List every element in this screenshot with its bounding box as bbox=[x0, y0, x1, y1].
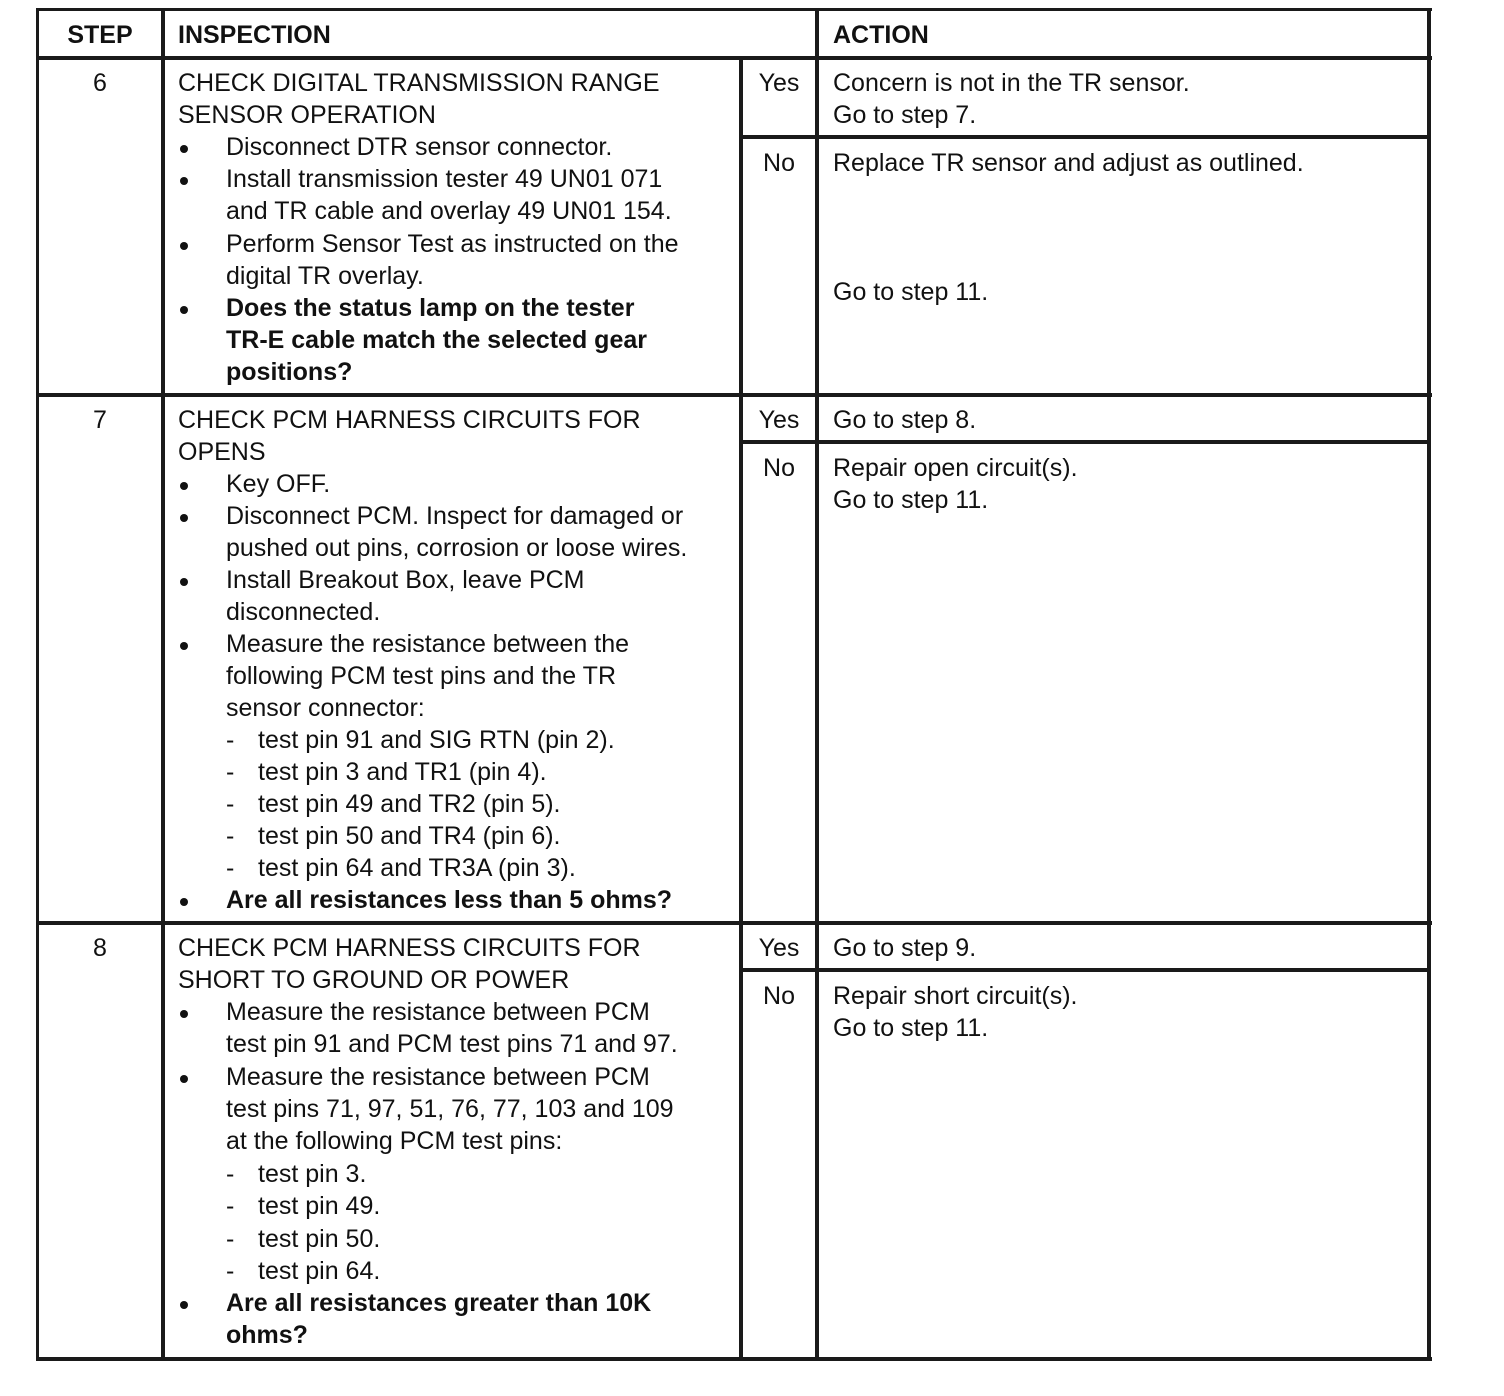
bullet-text: Measure the resistance between the bbox=[226, 630, 630, 658]
header-inspection: INSPECTION bbox=[178, 21, 331, 49]
yes-no-divider-8 bbox=[741, 968, 1431, 972]
no-action: Repair short circuit(s). bbox=[833, 982, 1078, 1010]
bullet-dot bbox=[180, 1010, 188, 1018]
yes-label: Yes bbox=[758, 406, 800, 434]
dash-item: test pin 64. bbox=[258, 1257, 381, 1285]
dash-item: test pin 3 and TR1 (pin 4). bbox=[258, 758, 547, 786]
inspection-title-line: OPENS bbox=[178, 438, 266, 466]
question-text: ohms? bbox=[226, 1321, 308, 1349]
yes-label: Yes bbox=[758, 69, 800, 97]
dash-marker: - bbox=[226, 758, 235, 786]
row-divider-7-8 bbox=[36, 921, 1432, 925]
no-label: No bbox=[763, 149, 795, 177]
dash-item: test pin 49 and TR2 (pin 5). bbox=[258, 790, 561, 818]
no-action: Repair open circuit(s). bbox=[833, 454, 1078, 482]
bullet-dot bbox=[180, 145, 188, 153]
yes-action: Go to step 7. bbox=[833, 101, 977, 129]
no-label: No bbox=[763, 982, 795, 1010]
action-column-divider bbox=[815, 8, 819, 1361]
inspection-title-line: CHECK DIGITAL TRANSMISSION RANGE bbox=[178, 69, 660, 97]
bullet-text: test pin 91 and PCM test pins 71 and 97. bbox=[226, 1030, 678, 1058]
bullet-text: Key OFF. bbox=[226, 470, 331, 498]
bullet-text: and TR cable and overlay 49 UN01 154. bbox=[226, 197, 672, 225]
bullet-dot bbox=[180, 177, 188, 185]
dash-marker: - bbox=[226, 1192, 235, 1220]
header-step: STEP bbox=[67, 21, 133, 49]
dash-item: test pin 91 and SIG RTN (pin 2). bbox=[258, 726, 615, 754]
bullet-dot bbox=[180, 578, 188, 586]
bullet-dot bbox=[180, 1075, 188, 1083]
dash-marker: - bbox=[226, 726, 235, 754]
yes-no-column-left bbox=[739, 58, 743, 1361]
no-action: Go to step 11. bbox=[833, 1014, 989, 1042]
bullet-text: Measure the resistance between PCM bbox=[226, 998, 650, 1026]
bullet-text: following PCM test pins and the TR bbox=[226, 662, 617, 690]
bullet-text: Disconnect PCM. Inspect for damaged or bbox=[226, 502, 684, 530]
no-label: No bbox=[763, 454, 795, 482]
table-border-top bbox=[36, 8, 1432, 11]
question-text: Are all resistances greater than 10K bbox=[226, 1289, 652, 1317]
inspection-title-line: SHORT TO GROUND OR POWER bbox=[178, 966, 570, 994]
table-border-left bbox=[36, 8, 39, 1361]
dash-item: test pin 3. bbox=[258, 1160, 367, 1188]
no-action: Go to step 11. bbox=[833, 486, 989, 514]
bullet-dot bbox=[180, 242, 188, 250]
yes-no-divider-7 bbox=[741, 440, 1431, 444]
yes-no-divider-6 bbox=[741, 135, 1431, 139]
no-action: Replace TR sensor and adjust as outlined. bbox=[833, 149, 1304, 177]
inspection-title-line: CHECK PCM HARNESS CIRCUITS FOR bbox=[178, 934, 641, 962]
question-text: Does the status lamp on the tester bbox=[226, 294, 635, 322]
dash-marker: - bbox=[226, 1257, 235, 1285]
dash-item: test pin 50 and TR4 (pin 6). bbox=[258, 822, 561, 850]
question-text: positions? bbox=[226, 358, 353, 386]
row-divider-6-7 bbox=[36, 393, 1432, 397]
dash-item: test pin 50. bbox=[258, 1225, 381, 1253]
yes-action: Concern is not in the TR sensor. bbox=[833, 69, 1190, 97]
bullet-dot bbox=[180, 514, 188, 522]
dash-marker: - bbox=[226, 1160, 235, 1188]
bullet-text: sensor connector: bbox=[226, 694, 425, 722]
bullet-dot bbox=[180, 642, 188, 650]
no-action: Go to step 11. bbox=[833, 278, 989, 306]
bullet-dot bbox=[180, 482, 188, 490]
header-action: ACTION bbox=[833, 21, 929, 49]
dash-marker: - bbox=[226, 854, 235, 882]
yes-action: Go to step 9. bbox=[833, 934, 977, 962]
dash-marker: - bbox=[226, 822, 235, 850]
bullet-text: Install transmission tester 49 UN01 071 bbox=[226, 165, 663, 193]
bullet-dot bbox=[180, 898, 188, 906]
bullet-text: disconnected. bbox=[226, 598, 381, 626]
dash-item: test pin 64 and TR3A (pin 3). bbox=[258, 854, 576, 882]
bullet-dot bbox=[180, 1301, 188, 1309]
dash-marker: - bbox=[226, 1225, 235, 1253]
dash-item: test pin 49. bbox=[258, 1192, 381, 1220]
question-text: TR-E cable match the selected gear bbox=[226, 326, 647, 354]
bullet-text: at the following PCM test pins: bbox=[226, 1127, 563, 1155]
yes-action: Go to step 8. bbox=[833, 406, 977, 434]
bullet-dot bbox=[180, 306, 188, 314]
table-border-right bbox=[1427, 8, 1431, 1361]
bullet-text: Measure the resistance between PCM bbox=[226, 1063, 650, 1091]
step-column-divider bbox=[161, 8, 165, 1361]
bullet-text: Install Breakout Box, leave PCM bbox=[226, 566, 585, 594]
bullet-text: test pins 71, 97, 51, 76, 77, 103 and 109 bbox=[226, 1095, 674, 1123]
question-text: Are all resistances less than 5 ohms? bbox=[226, 886, 673, 914]
bullet-text: Disconnect DTR sensor connector. bbox=[226, 133, 613, 161]
table-border-bottom bbox=[36, 1357, 1432, 1361]
dash-marker: - bbox=[226, 790, 235, 818]
step-number: 6 bbox=[93, 69, 107, 97]
bullet-text: Perform Sensor Test as instructed on the bbox=[226, 230, 679, 258]
step-number: 7 bbox=[93, 406, 107, 434]
yes-label: Yes bbox=[758, 934, 800, 962]
header-divider bbox=[36, 56, 1432, 60]
inspection-title-line: SENSOR OPERATION bbox=[178, 101, 436, 129]
bullet-text: digital TR overlay. bbox=[226, 262, 424, 290]
bullet-text: pushed out pins, corrosion or loose wires. bbox=[226, 534, 688, 562]
inspection-title-line: CHECK PCM HARNESS CIRCUITS FOR bbox=[178, 406, 641, 434]
step-number: 8 bbox=[93, 934, 107, 962]
